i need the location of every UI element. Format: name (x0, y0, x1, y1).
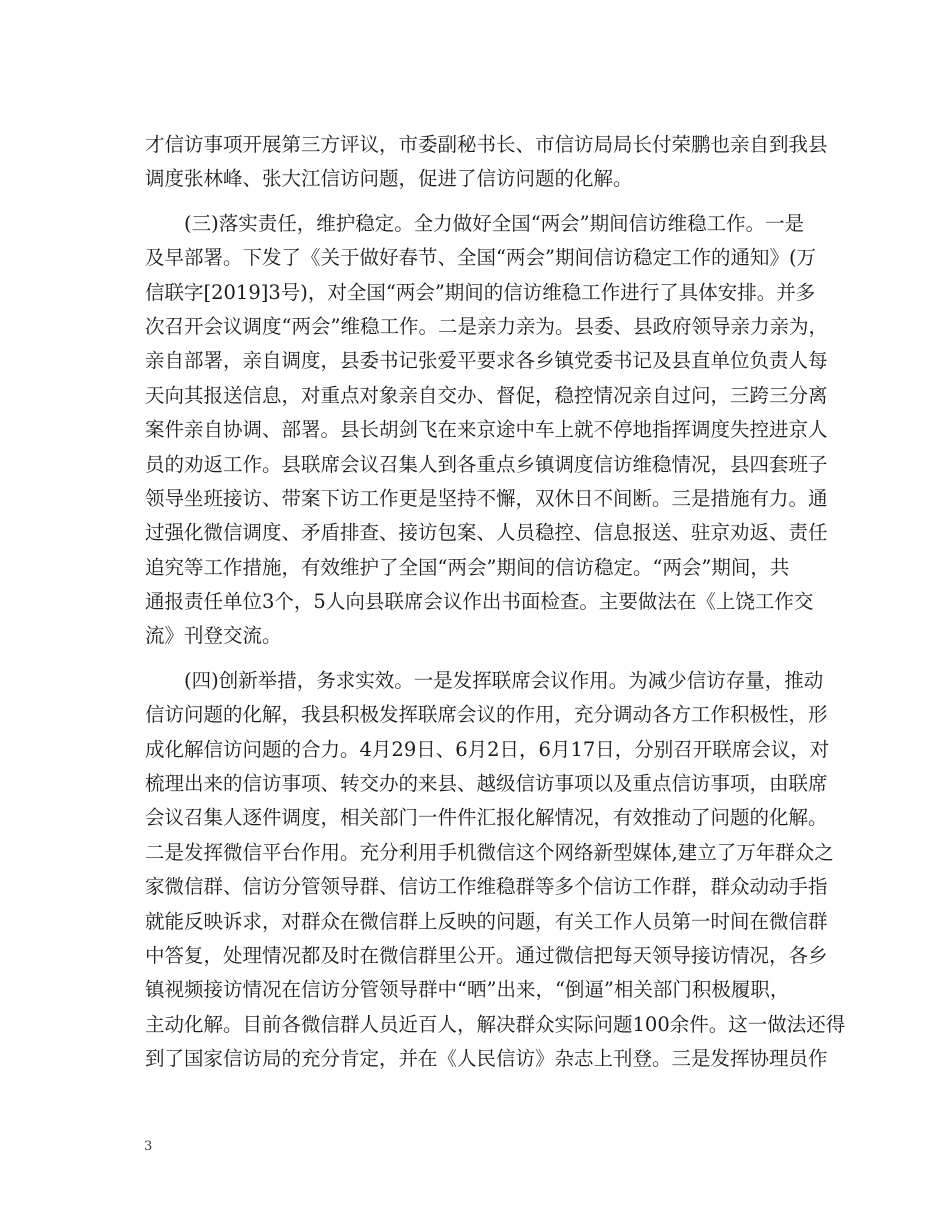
text-line: 天向其报送信息，对重点对象亲自交办、督促，稳控情况亲自过问，三跨三分离 (145, 383, 828, 407)
text-line: 案件亲自协调、部署。县长胡剑飞在来京途中车上就不停地指挥调度失控进京人 (145, 418, 828, 442)
document-body (145, 128, 846, 1077)
text-line: 二是发挥微信平台作用。充分利用手机微信这个网络新型媒体,建立了万年群众之 (145, 840, 834, 864)
text-line: 才信访事项开展第三方评议，市委副秘书长、市信访局局长付荣鹏也亲自到我县 (145, 133, 828, 156)
text-line: 信联字[2019]3号)，对全国“两会”期间的信访维稳工作进行了具体安排。并多 (145, 280, 816, 304)
text-line: 领导坐班接访、带案下访工作更是坚持不懈，双休日不间断。三是措施有力。通 (145, 486, 828, 510)
text-line: 员的劝返工作。县联席会议召集人到各重点乡镇调度信访维稳情况，县四套班子 (145, 452, 828, 476)
text-line: 到了国家信访局的充分肯定，并在《人民信访》杂志上刊登。三是发挥协理员作 (145, 1047, 828, 1071)
text-line: 镇视频接访情况在信访分管领导群中“晒”出来，“倒逼”相关部门积极履职， (145, 978, 790, 1002)
paragraph-2 (145, 207, 828, 654)
text-line: 梳理出来的信访事项、转交办的来县、越级信访事项以及重点信访事项，由联席 (145, 772, 828, 796)
paragraph-3 (145, 664, 846, 1077)
text-line: 追究等工作措施，有效维护了全国“两会”期间的信访稳定。“两会”期间，共 (145, 555, 790, 579)
text-line: 流》刊登交流。 (145, 624, 282, 648)
text-line: 亲自部署，亲自调度，县委书记张爱平要求各乡镇党委书记及县直单位负责人每 (145, 349, 828, 373)
text-line: 信访问题的化解，我县积极发挥联席会议的作用，充分调动各方工作积极性，形 (145, 703, 828, 727)
text-line: 成化解信访问题的合力。4月29日、6月2日，6月17日，分别召开联席会议，对 (145, 737, 830, 761)
text-line: 调度张林峰、张大江信访问题，促进了信访问题的化解。 (145, 167, 633, 191)
text-line: 主动化解。目前各微信群人员近百人，解决群众实际问题100余件。这一做法还得 (145, 1012, 846, 1036)
text-line: 会议召集人逐件调度，相关部门一件件汇报化解情况，有效推动了问题的化解。 (145, 806, 828, 830)
text-line: 次召开会议调度“两会”维稳工作。二是亲力亲为。县委、县政府领导亲力亲为， (145, 314, 828, 338)
text-line: 家微信群、信访分管领导群、信访工作维稳群等多个信访工作群，群众动动手指 (145, 875, 828, 899)
text-line: 及早部署。下发了《关于做好春节、全国“两会”期间信访稳定工作的通知》(万 (145, 246, 817, 270)
paragraph-1 (145, 128, 828, 197)
text-line: 就能反映诉求，对群众在微信群上反映的问题，有关工作人员第一时间在微信群 (145, 909, 828, 933)
text-line: (四)创新举措，务求实效。一是发挥联席会议作用。为减少信访存量，推动 (184, 668, 824, 692)
text-line: (三)落实责任，维护稳定。全力做好全国“两会”期间信访维稳工作。一是 (184, 211, 805, 235)
text-line: 通报责任单位3个，5人向县联席会议作出书面检查。主要做法在《上饶工作交 (145, 590, 814, 614)
page-number: 3 (144, 1139, 153, 1154)
text-line: 过强化微信调度、矛盾排查、接访包案、人员稳控、信息报送、驻京劝返、责任 (145, 521, 828, 545)
text-line: 中答复，处理情况都及时在微信群里公开。通过微信把每天领导接访情况，各乡 (145, 943, 828, 967)
